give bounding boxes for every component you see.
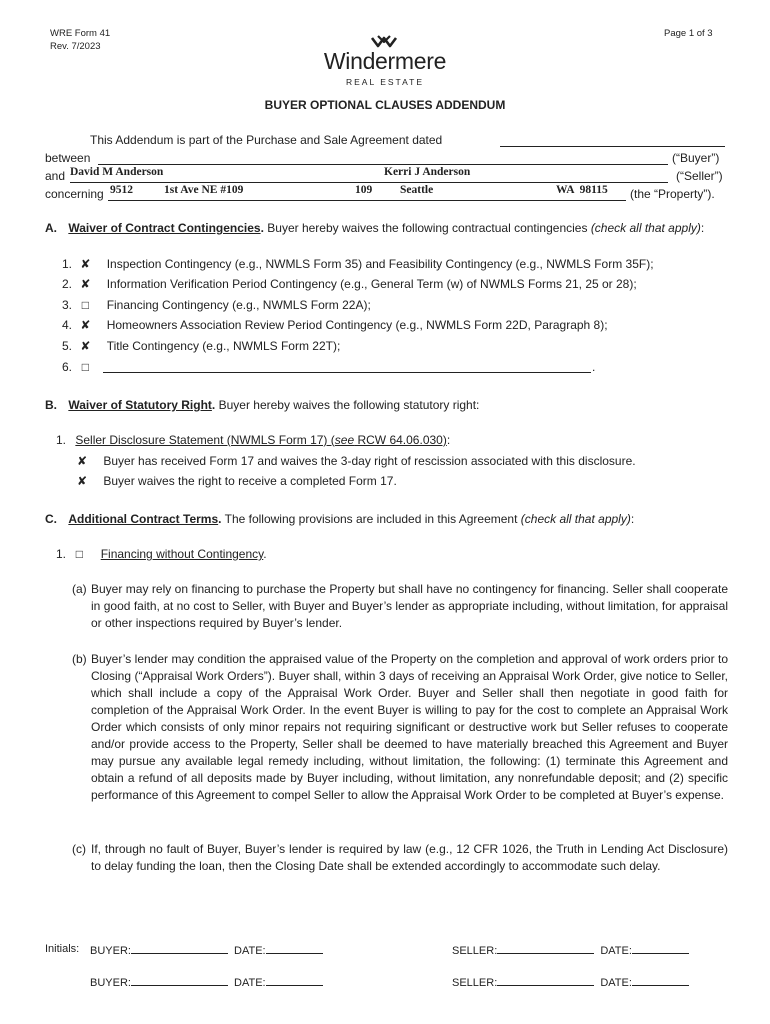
item-text: Information Verification Period Contingency (e.g., General Term (w) of NWMLS Forms 21, 25 or 28); xyxy=(106,277,637,291)
item-number: 1. xyxy=(61,257,72,271)
buyer-tag: (“Buyer”) xyxy=(672,151,720,165)
item-text: Buyer has received Form 17 and waives the 3-day right of rescission associated with this disclosure. xyxy=(103,454,636,468)
seller-date-field[interactable] xyxy=(632,974,689,986)
checkbox-unchecked[interactable]: □ xyxy=(75,547,83,561)
logo-wordmark: Windermere xyxy=(323,48,447,74)
section-a-letter: A. xyxy=(45,221,57,235)
buyer-label: BUYER: xyxy=(90,977,131,989)
intro-line: This Addendum is part of the Purchase and Sale Agreement dated xyxy=(90,133,443,147)
section-c-heading: C. Additional Contract Terms. The following provisions are included in this Agreement (check all that apply): xyxy=(45,512,635,526)
item-number: 5. xyxy=(61,339,72,353)
address-state-zip: WA 98115 xyxy=(556,184,608,196)
section-a-item xyxy=(50,338,340,355)
paragraph-text: If, through no fault of Buyer, Buyer’s lender is required by law (e.g., 12 CFR 1026, the Truth in Lending Act Disclosure) to delay funding the loan, then the Closing Date shall be extended accordingly to accommodate such delay. xyxy=(91,842,728,873)
item-number: 2. xyxy=(61,277,72,291)
property-tag: (the “Property”). xyxy=(630,187,715,201)
sub-number: 1. xyxy=(56,547,67,561)
paragraph-label: (a) xyxy=(72,582,87,596)
section-c-intro-italic: (check all that apply) xyxy=(520,512,631,526)
section-a-intro: Buyer hereby waives the following contractual contingencies xyxy=(267,221,588,235)
page-number: Page 1 of 3 xyxy=(664,28,713,39)
buyer-name-field[interactable] xyxy=(98,164,668,165)
section-c-subheading: 1. □ Financing without Contingency. xyxy=(56,547,267,561)
item-number: 3. xyxy=(61,298,72,312)
document-title: BUYER OPTIONAL CLAUSES ADDENDUM xyxy=(264,98,506,112)
section-a-item xyxy=(50,276,637,293)
address-number: 9512 xyxy=(110,184,133,196)
item-text: Buyer waives the right to receive a completed Form 17. xyxy=(103,474,397,488)
sub-number: 1. xyxy=(56,433,67,447)
property-address-field[interactable] xyxy=(108,200,626,201)
seller-label: SELLER: xyxy=(452,977,498,989)
initials-buyer-row-1 xyxy=(90,942,323,958)
seller-name-2: Kerri J Anderson xyxy=(384,166,471,178)
section-a-title: Waiver of Contract Contingencies xyxy=(68,221,261,235)
buyer-initials-field[interactable] xyxy=(131,942,228,954)
seller-name-1: David M Anderson xyxy=(70,166,164,178)
section-b-heading: B. Waiver of Statutory Right. Buyer hereby waives the following statutory right: xyxy=(45,398,480,412)
date-label: DATE: xyxy=(234,977,266,989)
section-b-subheading: 1. Seller Disclosure Statement (NWMLS Form 17) (see RCW 64.06.030): xyxy=(56,433,451,447)
item-text: Title Contingency (e.g., NWMLS Form 22T); xyxy=(106,339,341,353)
address-unit: 109 xyxy=(355,184,373,196)
seller-initials-field[interactable] xyxy=(497,942,594,954)
buyer-initials-field[interactable] xyxy=(131,974,228,986)
checkbox-checked[interactable]: ✘ xyxy=(80,277,91,291)
checkbox-checked[interactable]: ✘ xyxy=(76,474,88,488)
address-street: 1st Ave NE #109 xyxy=(164,184,244,196)
and-label: and xyxy=(45,169,66,183)
section-b-item xyxy=(72,453,636,470)
seller-label: SELLER: xyxy=(452,945,498,957)
section-c-letter: C. xyxy=(45,512,57,526)
date-label: DATE: xyxy=(600,945,632,957)
item-text: Homeowners Association Review Period Contingency (e.g., NWMLS Form 22D, Paragraph 8); xyxy=(106,318,608,332)
other-contingency-field[interactable] xyxy=(103,372,591,373)
buyer-date-field[interactable] xyxy=(266,942,323,954)
sub-heading-rcw: RCW 64.06.030) xyxy=(354,433,447,447)
seller-date-field[interactable] xyxy=(632,942,689,954)
section-b-item xyxy=(72,473,397,490)
section-a-item xyxy=(50,317,608,334)
clause-paragraph xyxy=(72,841,728,875)
section-a-intro-italic: (check all that apply) xyxy=(590,221,701,235)
checkbox-checked[interactable]: ✘ xyxy=(80,339,91,353)
initials-label: Initials: xyxy=(45,943,80,955)
date-label: DATE: xyxy=(234,945,266,957)
sub-heading-see: see xyxy=(334,433,355,447)
item-number: 4. xyxy=(61,318,72,332)
clause-paragraph xyxy=(72,651,728,804)
windermere-logo xyxy=(300,32,470,90)
seller-name-field[interactable] xyxy=(70,182,668,183)
paragraph-text: Buyer may rely on financing to purchase the Property but shall have no contingency for financing. Seller shall cooperate in good faith, at no cost to Seller, with Buyer and Buyer’s lender as appropriate including, without limitation, for appraisal or other inspections required by Buyer’s lender. xyxy=(91,582,728,630)
initials-seller-row-1 xyxy=(452,942,689,958)
item-text: Inspection Contingency (e.g., NWMLS Form 35) and Feasibility Contingency (e.g., NWMLS Form 35F); xyxy=(106,257,654,271)
between-label: between xyxy=(45,151,91,165)
item-number: 6. xyxy=(61,360,72,374)
date-label: DATE: xyxy=(600,977,632,989)
address-city: Seattle xyxy=(400,184,434,196)
section-a-item xyxy=(50,359,95,376)
buyer-label: BUYER: xyxy=(90,945,131,957)
seller-tag: (“Seller”) xyxy=(676,169,723,183)
paragraph-text: Buyer’s lender may condition the appraised value of the Property on the completion and approval of work orders prior to Closing (“Appraisal Work Orders”). Buyer shall, within 3 days of receiving an Appraisal Work Order, give notice to Seller, which shall include a copy of the Appraisal Work Order. Buyer and Seller shall then negotiate in good faith for completion of the Appraisal Work Order. In the event Buyer is willing to pay for the cost to complete an Appraisal Work Order which consists of only minor repairs not requiring significant or destructive work but Seller refuses to cooperate and/or provide access to the Property, Seller shall be deemed to have materially breached this Agreement and Buyer may pursue any available legal remedy including, without limitation, the following: (1) terminate this Agreement and obtain a refund of all deposits made by Buyer including, without limitation, any nonrefundable deposit; and (2) specific performance of this Agreement to compel Seller to allow the Appraisal Work Order to be completed at Buyer’s expense. xyxy=(91,652,728,802)
sub-heading-text: Financing without Contingency xyxy=(100,547,264,561)
item-text: Financing Contingency (e.g., NWMLS Form 22A); xyxy=(106,298,371,312)
paragraph-label: (c) xyxy=(72,842,86,856)
concerning-label: concerning xyxy=(45,187,104,201)
checkbox-checked[interactable]: ✘ xyxy=(76,454,88,468)
initials-seller-row-2 xyxy=(452,974,689,990)
section-a-item xyxy=(50,256,654,273)
seller-initials-field[interactable] xyxy=(497,974,594,986)
section-b-letter: B. xyxy=(45,398,57,412)
checkbox-checked[interactable]: ✘ xyxy=(80,318,91,332)
section-c-intro: The following provisions are included in this Agreement xyxy=(224,512,518,526)
logo-subtitle: REAL ESTATE xyxy=(345,77,425,87)
initials-buyer-row-2 xyxy=(90,974,323,990)
buyer-date-field[interactable] xyxy=(266,974,323,986)
form-id: WRE Form 41 xyxy=(50,28,111,39)
sub-heading-text: Seller Disclosure Statement (NWMLS Form 17) ( xyxy=(75,433,335,447)
agreement-date-field[interactable] xyxy=(500,146,725,147)
section-a-item xyxy=(50,297,371,314)
section-a-heading: A. Waiver of Contract Contingencies. Buyer hereby waives the following contractual contingencies (check all that apply): xyxy=(45,221,705,235)
checkbox-unchecked[interactable]: □ xyxy=(81,298,89,312)
clause-paragraph xyxy=(72,581,728,632)
checkbox-checked[interactable]: ✘ xyxy=(80,257,91,271)
section-c-title: Additional Contract Terms xyxy=(68,512,219,526)
paragraph-label: (b) xyxy=(72,652,87,666)
checkbox-unchecked[interactable]: □ xyxy=(81,360,89,374)
form-revision: Rev. 7/2023 xyxy=(50,41,101,52)
section-b-intro: Buyer hereby waives the following statutory right: xyxy=(218,398,480,412)
section-b-title: Waiver of Statutory Right xyxy=(68,398,212,412)
